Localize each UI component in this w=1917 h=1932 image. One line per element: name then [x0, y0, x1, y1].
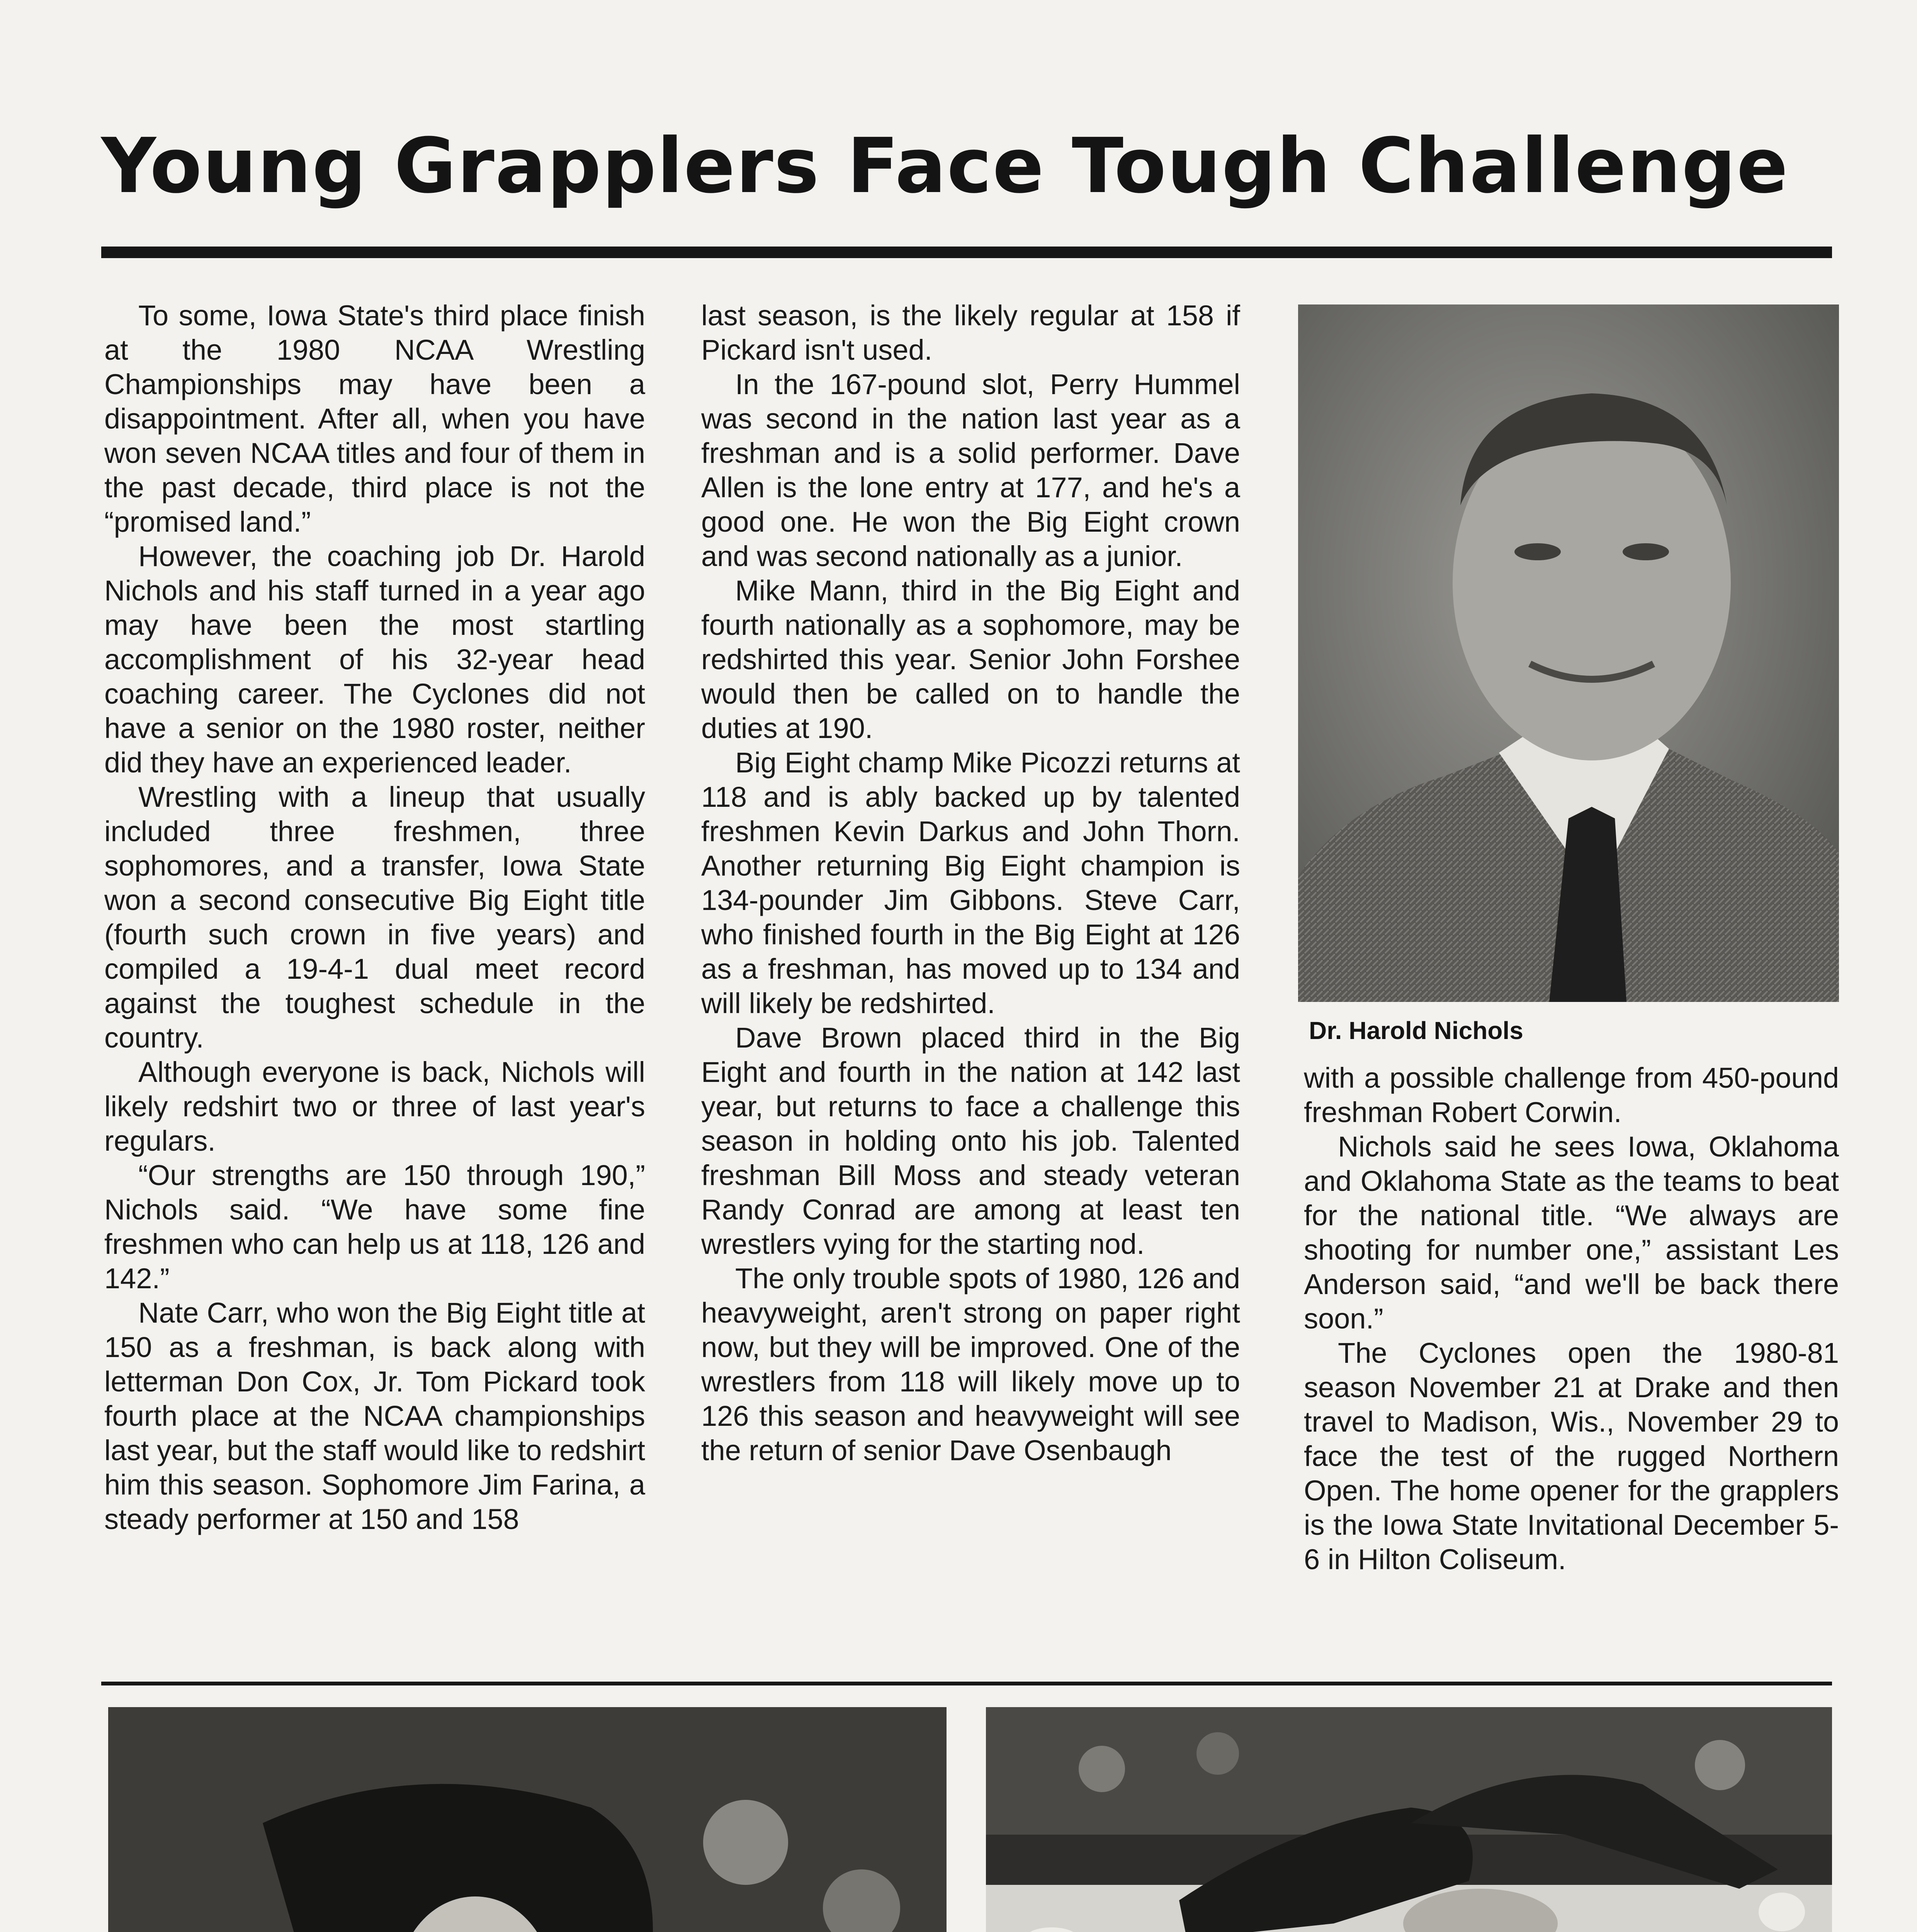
article-paragraph: To some, Iowa State's third place finish at the 1980 NCAA Wrestling Championships may have been a disappointment. After all, when you have won seven NCAA titles and four of them in the past decade, third place is not the “promised land.”	[104, 299, 645, 538]
headline: Young Grapplers Face Tough Challenge	[101, 122, 1789, 210]
article-paragraph: Mike Mann, third in the Big Eight and fourth nationally as a sophomore, may be redshirted this year. Senior John Forshee would then be called on to handle the duties at 190.	[701, 575, 1240, 744]
headline-rule	[101, 247, 1832, 258]
article-paragraph: Wrestling with a lineup that usually included three freshmen, three sophomores, and a transfer, Iowa State won a second consecutive Big Eight title (fourth such crown in five years) and compiled a 19-4-1 dual meet record against the toughest schedule in the country.	[104, 781, 645, 1054]
article-paragraph: Dave Brown placed third in the Big Eight and fourth in the nation at 142 last year, but returns to face a challenge this season in holding onto his job. Talented freshman Bill Moss and steady veteran Randy Conrad are among at least ten wrestlers vying for the starting nod.	[701, 1022, 1240, 1260]
article-paragraph: with a possible challenge from 450-pound freshman Robert Corwin.	[1304, 1062, 1839, 1128]
wrestling-photo-large	[108, 1707, 947, 1932]
article-column-3	[1304, 1061, 1839, 1577]
wrestling-photo-top	[986, 1707, 1832, 1932]
article-paragraph: The Cyclones open the 1980-81 season November 21 at Drake and then travel to Madison, Wis., November 29 to face the test of the rugged Northern Open. The home opener for the grapplers is the Iowa State Invitational December 5-6 in Hilton Coliseum.	[1304, 1337, 1839, 1575]
article-paragraph: The only trouble spots of 1980, 126 and heavyweight, aren't strong on paper right now, but they will be improved. One of the wrestlers from 118 will likely move up to 126 this season and heavyweight will see the return of senior Dave Osenbaugh	[701, 1262, 1240, 1466]
portrait-photo	[1298, 304, 1839, 1002]
article-paragraph: Nichols said he sees Iowa, Oklahoma and Oklahoma State as the teams to beat for the national title. “We always are shooting for number one,” assistant Les Anderson said, “and we'll be back there soon.”	[1304, 1131, 1839, 1335]
article-paragraph: In the 167-pound slot, Perry Hummel was second in the nation last year as a freshman and is a solid performer. Dave Allen is the lone entry at 177, and he's a good one. He won the Big Eight crown and was second nationally as a junior.	[701, 368, 1240, 572]
article-paragraph: “Our strengths are 150 through 190,” Nichols said. “We have some fine freshmen who can help us at 118, 126 and 142.”	[104, 1159, 645, 1294]
article-paragraph: Although everyone is back, Nichols will likely redshirt two or three of last year's regulars.	[104, 1056, 645, 1157]
article-column-1	[104, 298, 645, 1536]
article-paragraph: Big Eight champ Mike Picozzi returns at 118 and is ably backed up by talented freshmen Kevin Darkus and John Thorn. Another returning Big Eight champion is 134-pounder Jim Gibbons. Steve Carr, who finished fourth in the Big Eight at 126 as a freshman, has moved up to 134 and will likely be redshirted.	[701, 747, 1240, 1019]
article-paragraph: last season, is the likely regular at 158 if Pickard isn't used.	[701, 299, 1240, 366]
portrait-caption: Dr. Harold Nichols	[1309, 1017, 1523, 1044]
article-column-2	[701, 298, 1240, 1468]
article-paragraph: Nate Carr, who won the Big Eight title at 150 as a freshman, is back along with letterman Don Cox, Jr. Tom Pickard took fourth place at the NCAA championships last year, but the staff would like to redshirt him this season. Sophomore Jim Farina, a steady performer at 150 and 158	[104, 1297, 645, 1535]
article-paragraph: However, the coaching job Dr. Harold Nichols and his staff turned in a year ago may have been the most startling accomplishment of his 32-year head coaching career. The Cyclones did not have a senior on the 1980 roster, neither did they have an experienced leader.	[104, 540, 645, 779]
photo-section-rule	[101, 1682, 1832, 1685]
